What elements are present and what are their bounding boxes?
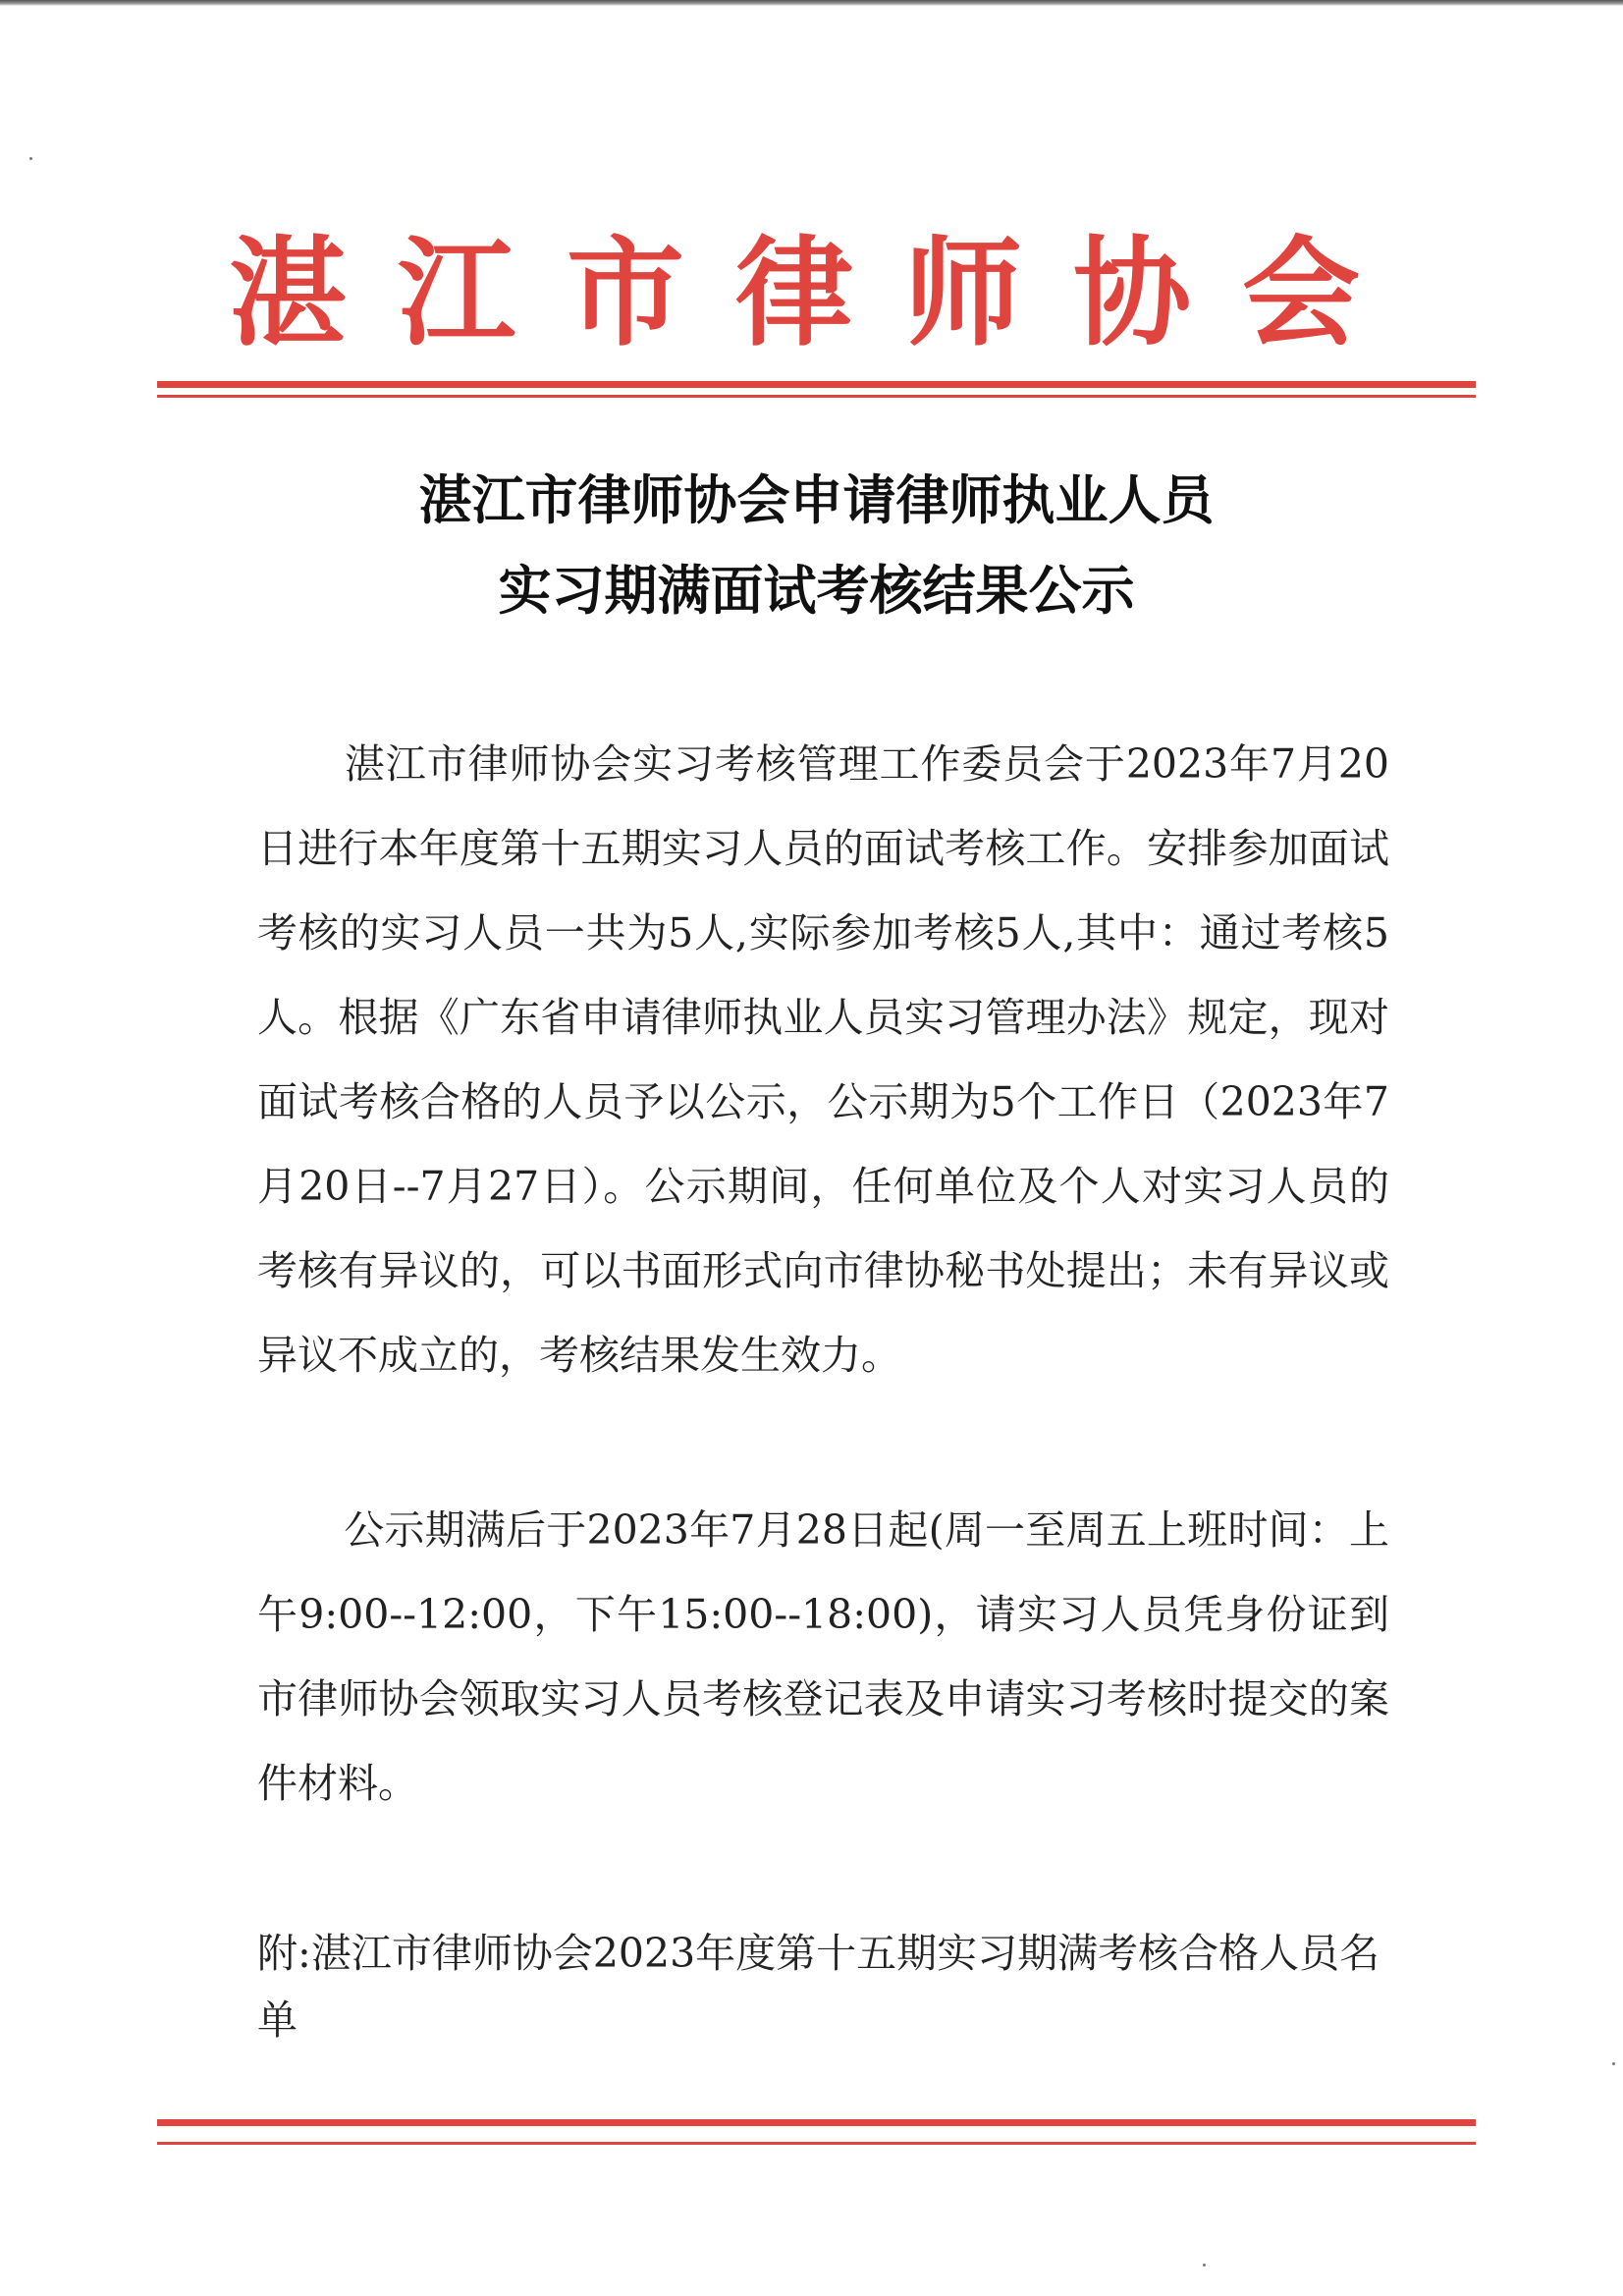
body-paragraph-1-text: 湛江市律师协会实习考核管理工作委员会于2023年7月20日进行本年度第十五期实习人员的面试考核工作。安排参加面试考核的实习人员一共为5人,实际参加考核5人,其中：通过考核5人。根据《广东省申请律师执业人员实习管理办法》规定，现对面试考核合格的人员予以公示，公示期为5个工作日（2023年7月20日--7月27日）。公示期间，任何单位及个人对实习人员的考核有异议的，可以书面形式向市律协秘书处提出；未有异议或异议不成立的，考核结果发生效力。 (257, 740, 1389, 1379)
scan-speck (1612, 2062, 1615, 2065)
body-paragraph-1 (257, 722, 1389, 1397)
scan-speck (29, 157, 32, 160)
notice-title-line1: 湛江市律师协会申请律师执业人员 (418, 469, 1215, 531)
footer-rule-thick (157, 2119, 1476, 2126)
attachment-note: 附:湛江市律师协会2023年度第十五期实习期满考核合格人员名单 (257, 1930, 1380, 2044)
letterhead-rule-thick (157, 381, 1476, 388)
body-paragraph-2-text: 公示期满后于2023年7月28日起(周一至周五上班时间：上午9:00--12:00，下午15:00--18:00)，请实习人员凭身份证到市律师协会领取实习人员考核登记表及申请实习考核时提交的案件材料。 (257, 1506, 1389, 1807)
notice-title-line2: 实习期满面试考核结果公示 (498, 560, 1135, 622)
body-paragraph-2 (257, 1488, 1389, 1826)
scan-speck (1203, 2264, 1206, 2267)
letterhead-title: 湛江市律师协会 (229, 226, 1411, 362)
footer-rule-thin (157, 2142, 1476, 2145)
letterhead-rule-thin (157, 395, 1476, 398)
scan-top-edge (0, 0, 1623, 6)
